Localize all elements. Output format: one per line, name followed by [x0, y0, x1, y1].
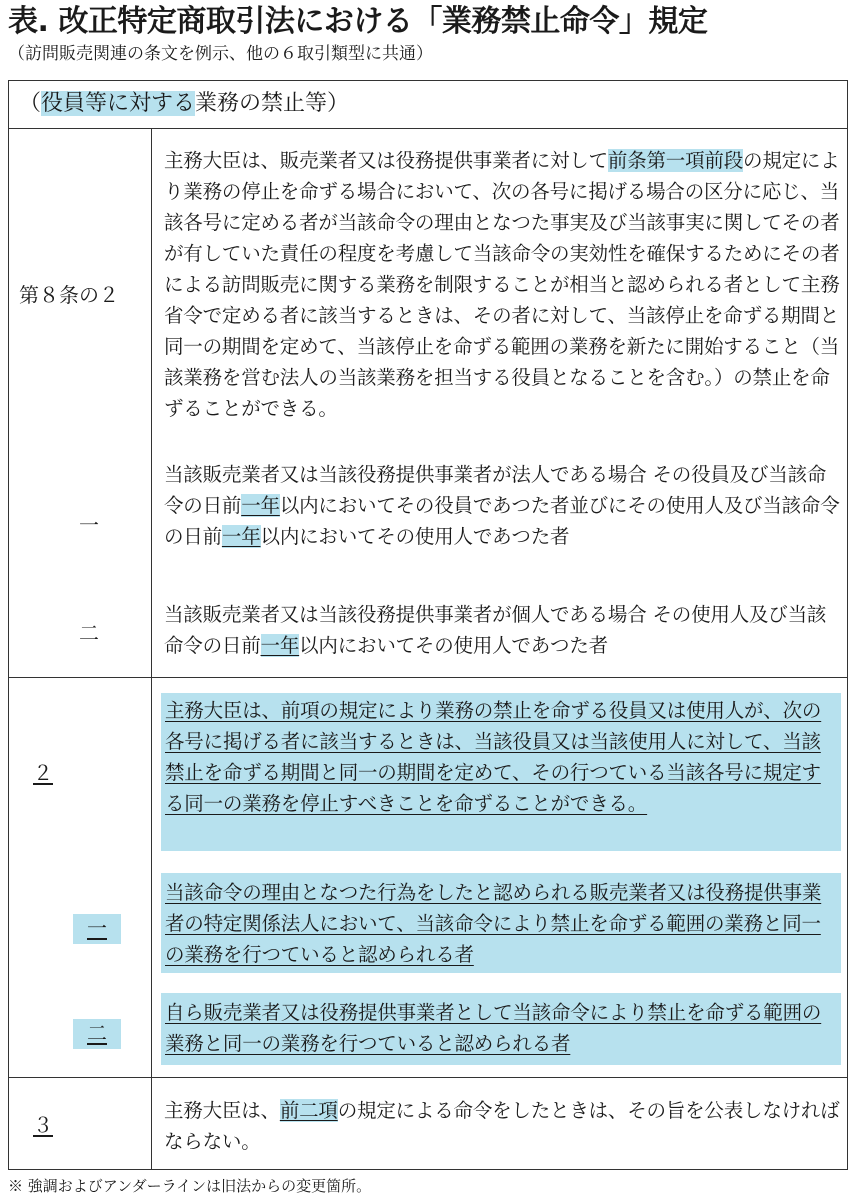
- article-2-item2-box: [161, 993, 841, 1065]
- article-2-item-label-1: 一: [73, 914, 121, 944]
- article-8-2-text-c: の規定により業務の停止を命ずる場合において、次の各号に掲げる場合の区分に応じ、当該各号に定める者が当該命令の理由となつた事実及び当該事実に関してその者が有していた責任の程度を考慮して当該命令の実効性を確保するためにその者による訪問販売に関する業務を制限することが相当と認められる者として主務省令で定める者に該当するときは、その者に対して、当該停止を命ずる期間と同一の期間を定めて、当該停止を命ずる範囲の業務を新たに開始すること（当該業務を営む法人の当該業務を担当する役員となることを含む。）の禁止を命ずることができる。: [164, 149, 840, 420]
- article-3-body: [164, 1095, 844, 1157]
- article-2-body: 主務大臣は、前項の規定により業務の禁止を命ずる役員又は使用人が、次の各号に掲げる者に該当するときは、当該役員又は当該使用人に対して、当該禁止を命ずる期間と同一の期間を定めて、その行つている当該各号に規定する同一の業務を停止すべきことを命ずることができる。: [165, 699, 822, 815]
- item1-text-c: 以内においてその役員であつた者並びにその使用人及び当該命令の日前: [164, 494, 840, 548]
- article-3-highlight: 前二項: [279, 1099, 338, 1122]
- article-8-2-item2: [164, 599, 844, 661]
- article-8-2-highlight: 前条第一項前段: [607, 149, 744, 172]
- item2-text-a: 当該販売業者又は当該役務提供事業者が個人である場合 その使用人及び当該命令の日前: [164, 603, 827, 657]
- item1-text-a: 当該販売業者又は当該役務提供事業者が法人である場合 その役員及び当該命令の日前: [164, 463, 827, 517]
- article-label-8-2: 第８条の２: [19, 283, 119, 307]
- article-2-item-label-2: 二: [73, 1019, 121, 1049]
- article-2-item1-box: [161, 873, 841, 973]
- article-3-text-c: の規定による命令をしたときは、その旨を公表しなければならない。: [164, 1099, 840, 1153]
- item2-text-c: 以内においてその使用人であつた者: [299, 634, 608, 657]
- item2-highlight: 一年: [260, 634, 300, 657]
- item-label-2: 二: [79, 621, 99, 645]
- section-heading-highlight: 役員等に対する: [41, 91, 196, 116]
- article-2-body-box: [161, 693, 841, 851]
- item1-text-e: 以内においてその使用人であつた者: [260, 525, 570, 548]
- section-heading-open: （: [19, 91, 42, 116]
- article-8-2-item1: [164, 459, 844, 552]
- article-label-3: ３: [33, 1113, 53, 1137]
- article-2-item1-text: 当該命令の理由となつた行為をしたと認められる販売業者又は役務提供事業者の特定関係法人において、当該命令により禁止を命ずる範囲の業務と同一の業務を行つていると認められる者: [165, 881, 822, 966]
- divider-article-3: [9, 1077, 847, 1078]
- article-label-2: ２: [33, 761, 53, 785]
- article-8-2-body: [164, 145, 844, 424]
- column-divider: [151, 128, 152, 1169]
- divider-heading: [9, 128, 847, 129]
- item1-highlight-1: 一年: [241, 494, 280, 517]
- page-subtitle: （訪問販売関連の条文を例示、他の６取引類型に共通）: [8, 44, 433, 64]
- page-title: 表. 改正特定商取引法における「業務禁止命令」規定: [8, 4, 708, 39]
- law-table: [8, 80, 848, 1170]
- article-2-item2-text: 自ら販売業者又は役務提供事業者として当該命令により禁止を命ずる範囲の業務と同一の業務を行つていると認められる者: [165, 1001, 822, 1055]
- article-8-2-text-a: 主務大臣は、販売業者又は役務提供事業者に対して: [164, 149, 608, 172]
- footnote: ※ 強調およびアンダーラインは旧法からの変更箇所。: [8, 1177, 372, 1195]
- item1-highlight-2: 一年: [221, 525, 261, 548]
- section-heading: [19, 89, 349, 119]
- item-label-1: 一: [79, 513, 99, 537]
- section-heading-rest: 業務の禁止等）: [195, 91, 350, 116]
- divider-article-2: [9, 677, 847, 678]
- article-3-text-a: 主務大臣は、: [164, 1099, 280, 1122]
